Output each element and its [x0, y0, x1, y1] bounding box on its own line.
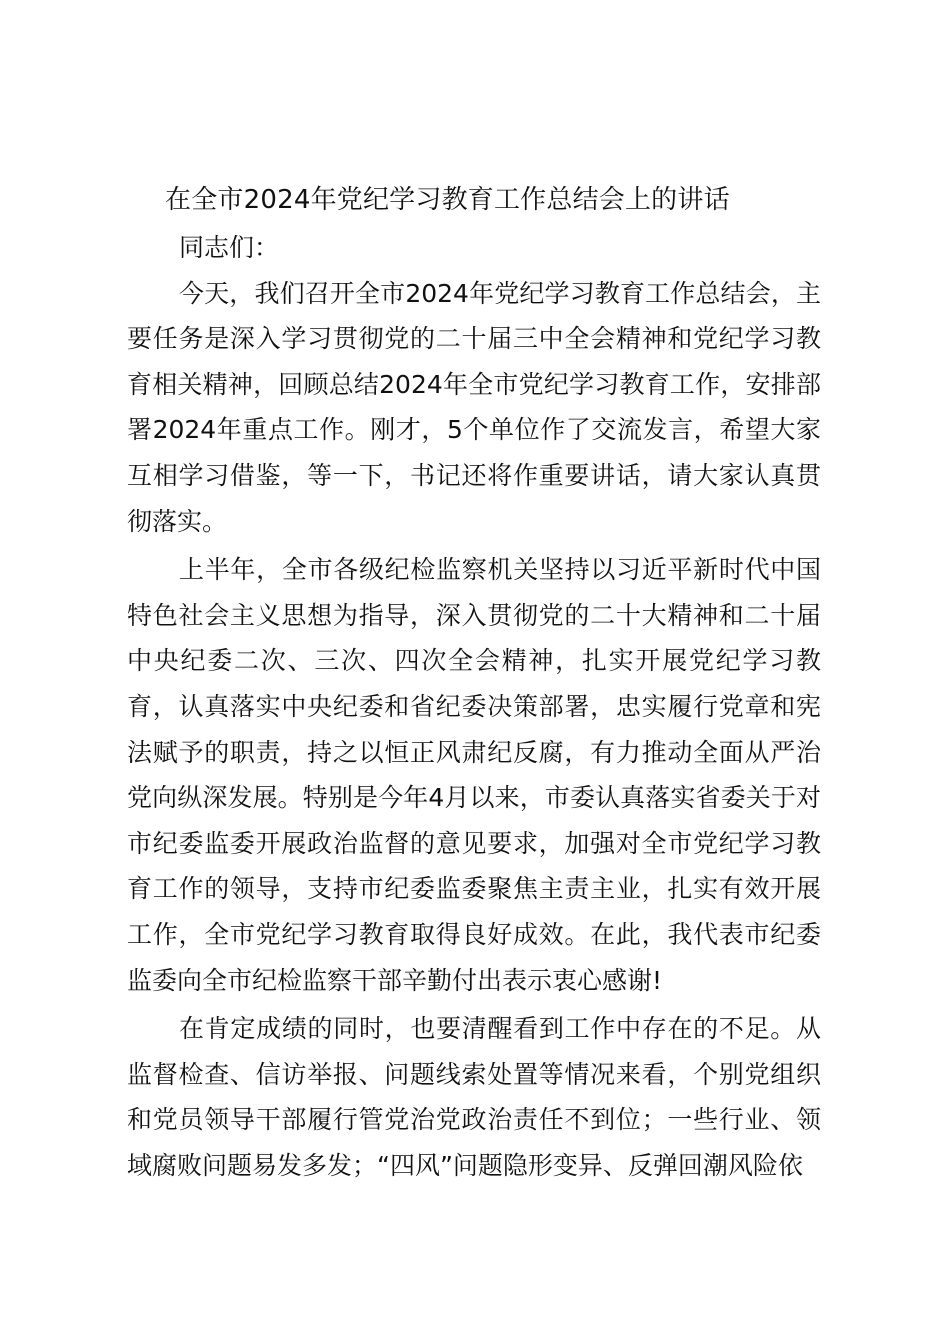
document-body: [127, 225, 821, 1191]
paragraph-1: 今天，我们召开全市2024年党纪学习教育工作总结会，主要任务是深入学习贯彻党的二十届三中全会精神和党纪学习教育相关精神，回顾总结2024年全市党纪学习教育工作，安排部署2024年重点工作。刚才，5个单位作了交流发言，希望大家互相学习借鉴，等一下，书记还将作重要讲话，请大家认真贯彻落实。: [127, 278, 821, 536]
paragraph-3: 在肯定成绩的同时，也要清醒看到工作中存在的不足。从监督检查、信访举报、问题线索处置等情况来看，个别党组织和党员领导干部履行管党治党政治责任不到位；一些行业、领域腐败问题易发多发；“四风”问题隐形变异、反弹回潮风险依: [127, 1014, 821, 1180]
document-title: 在全市2024年党纪学习教育工作总结会上的讲话: [165, 185, 730, 215]
paragraph-2: 上半年，全市各级纪检监察机关坚持以习近平新时代中国特色社会主义思想为指导，深入贯彻党的二十大精神和二十届中央纪委二次、三次、四次全会精神，扎实开展党纪学习教育，认真落实中央纪委和省纪委决策部署，忠实履行党章和宪法赋予的职责，持之以恒正风肃纪反腐，有力推动全面从严治党向纵深发展。特别是今年4月以来，市委认真落实省委关于对市纪委监委开展政治监督的意见要求，加强对全市党纪学习教育工作的领导，支持市纪委监委聚焦主责主业，扎实有效开展工作，全市党纪学习教育取得良好成效。在此，我代表市纪委监委向全市纪检监察干部辛勤付出表示衷心感谢!: [127, 555, 821, 995]
greeting: 同志们：: [179, 233, 280, 262]
